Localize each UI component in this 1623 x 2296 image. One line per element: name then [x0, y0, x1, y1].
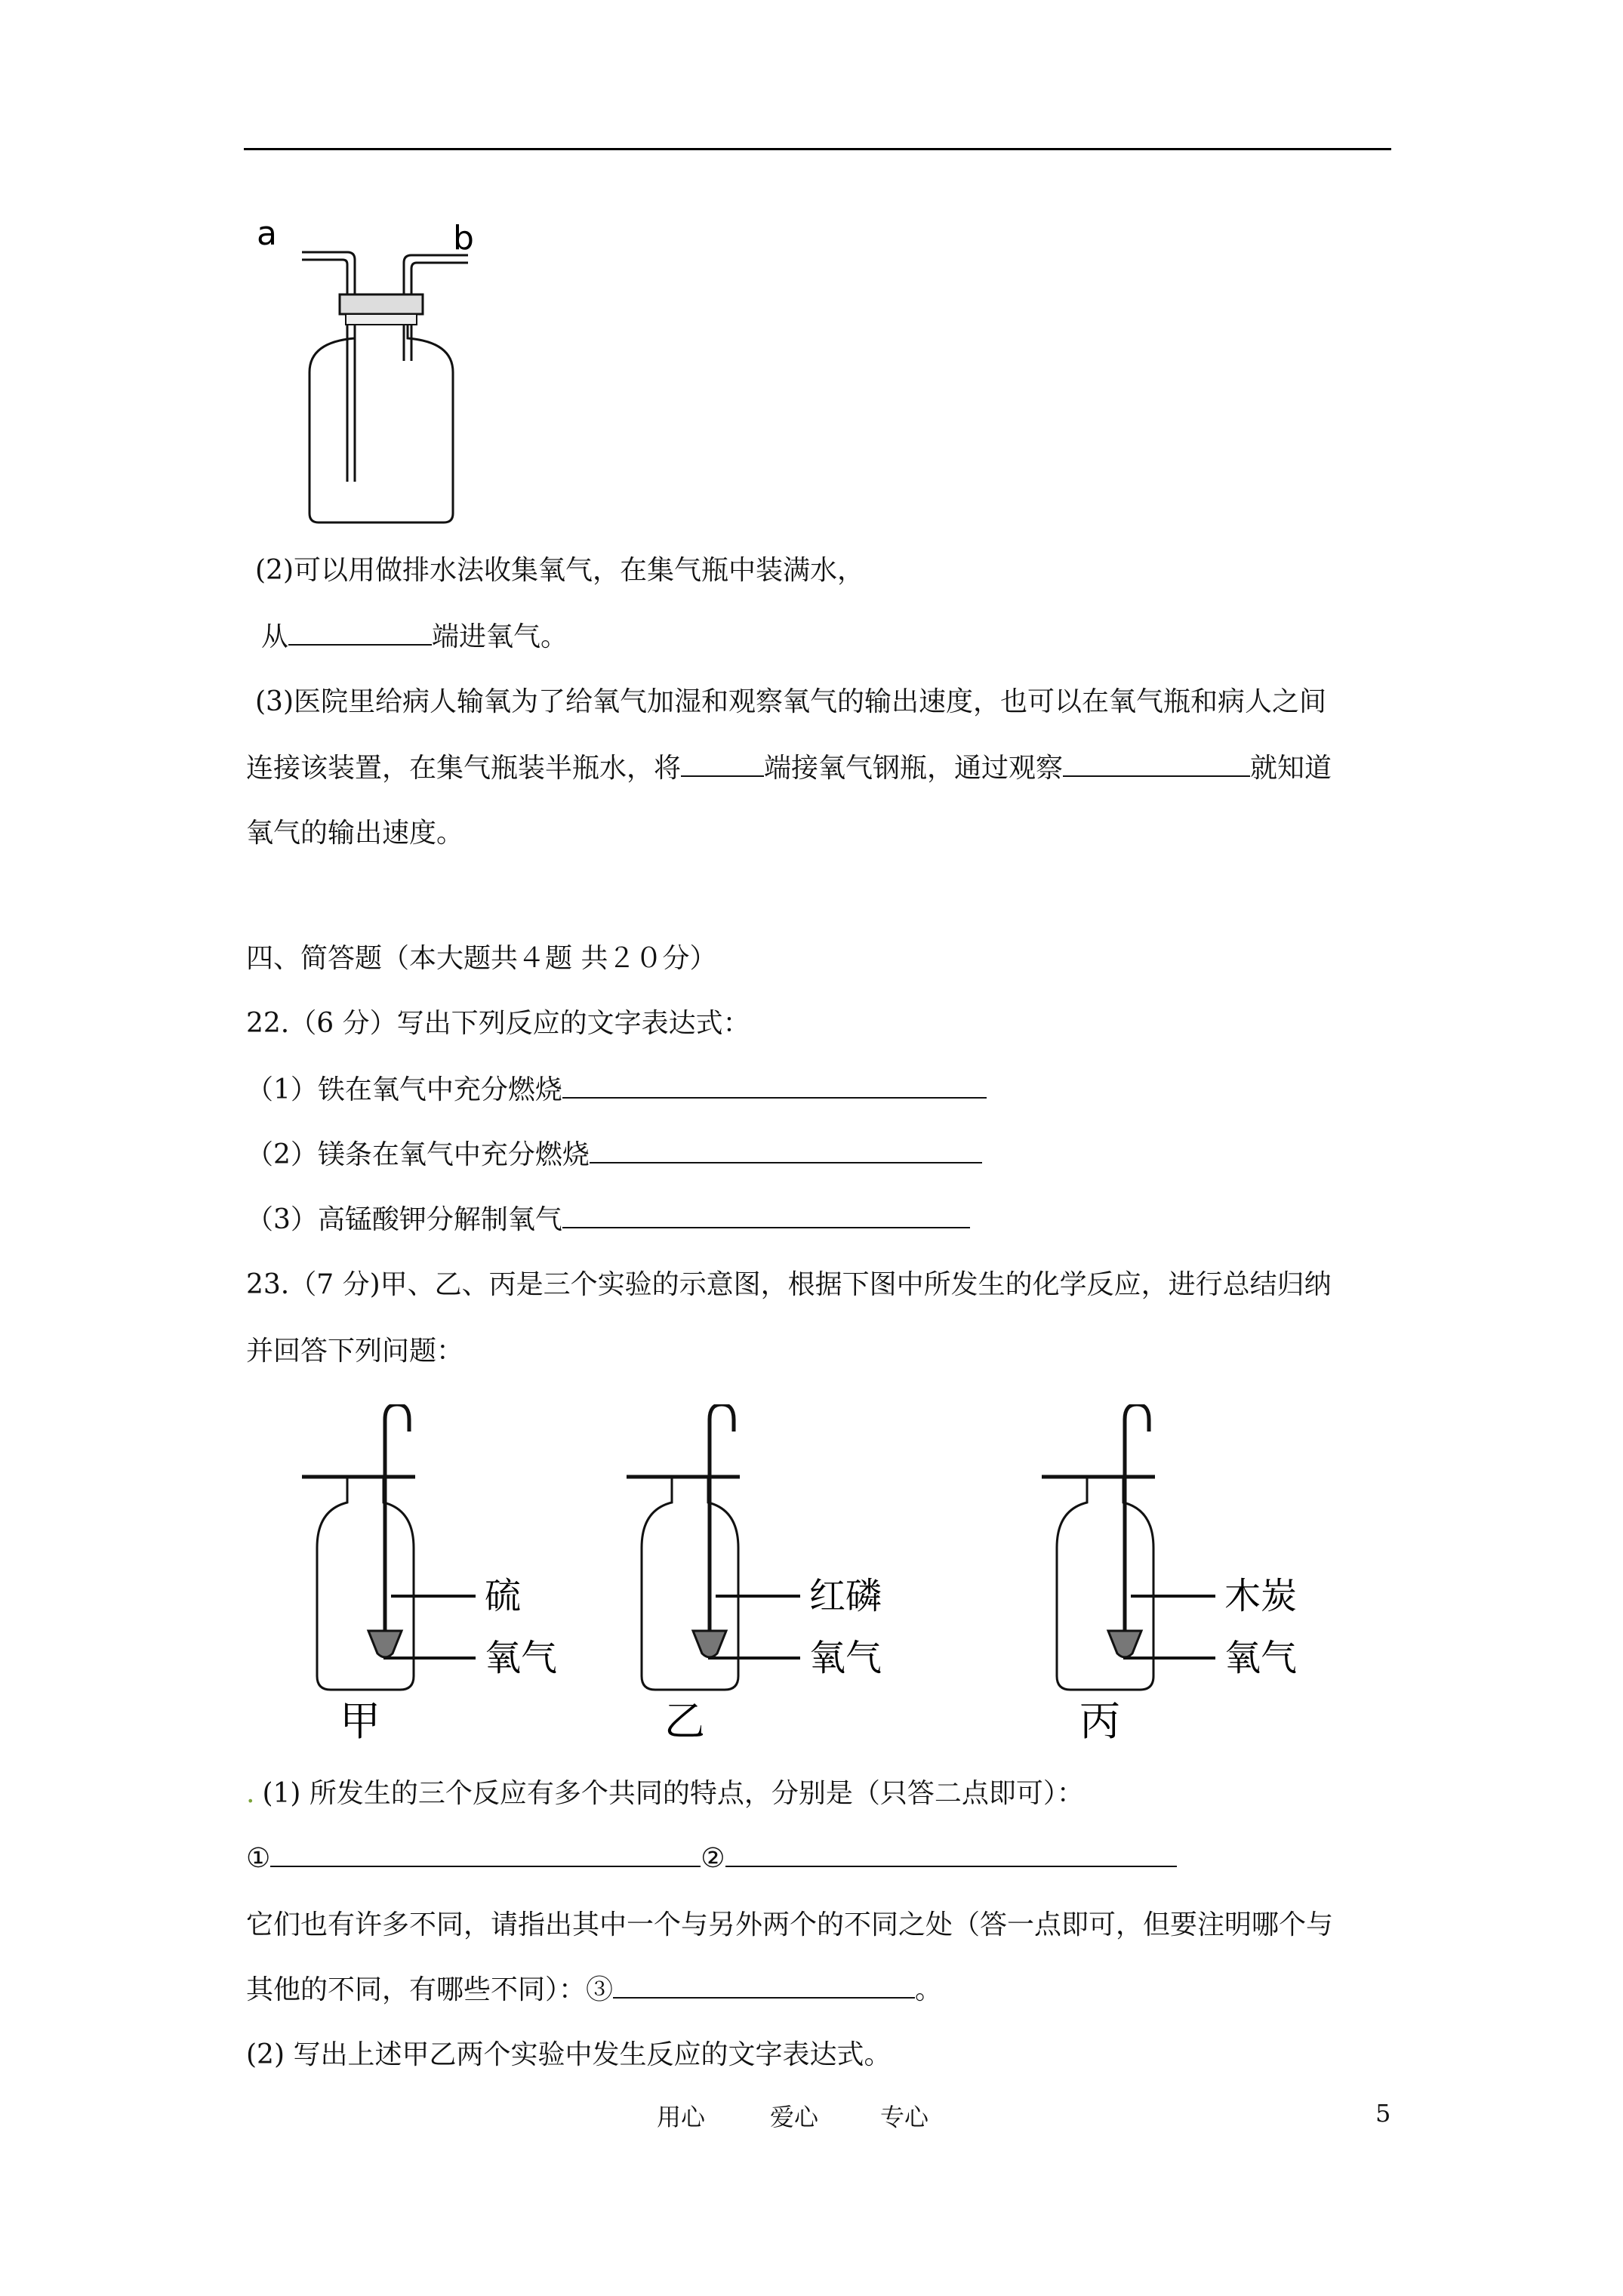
q23-diff-line1: 它们也有许多不同，请指出其中一个与另外两个的不同之处（答一点即可，但要注明哪个与	[246, 1909, 1334, 1940]
answer-blank[interactable]	[562, 1074, 987, 1099]
q21-part3-line2: 连接该装置，在集气瓶装半瓶水，将 端接氧气钢瓶，通过观察 就知道	[246, 753, 1332, 784]
answer-blank[interactable]	[270, 1843, 701, 1867]
experiment-bing	[1042, 1404, 1297, 1745]
q23-stem-line1: 23.（7 分)甲、乙、丙是三个实验的示意图，根据下图中所发生的化学反应，进行总结归纳	[246, 1269, 1332, 1300]
q21-part3-line3: 氧气的输出速度。	[246, 818, 464, 849]
gas-bottle-figure	[249, 210, 513, 542]
q22-item-1: （1）铁在氧气中充分燃烧	[246, 1071, 987, 1110]
section4-title: 四、简答题（本大题共４题 共２０分）	[246, 943, 717, 974]
footer-item: 用心	[657, 2103, 706, 2131]
q21-part2-line2: 从 端进氧气。	[261, 621, 568, 652]
answer-blank[interactable]	[681, 753, 764, 777]
substance-label: 木炭	[1224, 1575, 1298, 1617]
q23-diff-line2: 其他的不同，有哪些不同）：③ 。	[246, 1974, 943, 2005]
answer-blank[interactable]	[288, 621, 432, 646]
answer-blank[interactable]	[725, 1843, 1177, 1867]
q22-item-3: （3）高锰酸钾分解制氧气	[246, 1200, 970, 1240]
gas-label: 氧气	[1224, 1637, 1298, 1679]
experiment-label: 乙	[664, 1697, 705, 1745]
page-number: 5	[1375, 2099, 1391, 2128]
substance-label: 红磷	[809, 1575, 882, 1617]
label-b: b	[453, 219, 474, 257]
q22-stem: 22.（6 分）写出下列反应的文字表达式：	[246, 1008, 750, 1039]
label-a: a	[257, 214, 277, 253]
gas-label: 氧气	[485, 1637, 558, 1679]
footer-item: 爱心	[770, 2103, 819, 2131]
answer-blank[interactable]	[590, 1139, 982, 1163]
experiment-jia	[302, 1404, 557, 1745]
q21-part2-line1: (2)可以用做排水法收集氧气，在集气瓶中装满水，	[255, 555, 864, 586]
gas-label: 氧气	[809, 1637, 882, 1679]
header-rule	[244, 148, 1391, 150]
marker-dot: .	[246, 1778, 255, 1809]
answer-blank[interactable]	[562, 1204, 970, 1228]
q23-answer-line: ① ②	[246, 1839, 1177, 1878]
q23-stem-line2: 并回答下列问题：	[246, 1336, 464, 1367]
q23-part2: (2) 写出上述甲乙两个实验中发生反应的文字表达式。	[246, 2039, 892, 2070]
experiment-label: 丙	[1079, 1697, 1120, 1745]
experiment-label: 甲	[340, 1697, 380, 1745]
combustion-experiments-figure	[294, 1404, 1351, 1759]
q22-item-2: （2）镁条在氧气中充分燃烧	[246, 1136, 982, 1175]
q23-part1: . (1) 所发生的三个反应有多个共同的特点，分别是（只答二点即可）：	[246, 1778, 1084, 1809]
q21-part3-line1: (3)医院里给病人输氧为了给氧气加湿和观察氧气的输出速度，也可以在氧气瓶和病人之间	[255, 686, 1326, 717]
answer-blank[interactable]	[613, 1974, 915, 1999]
footer-item: 专心	[880, 2103, 929, 2131]
substance-label: 硫	[485, 1575, 522, 1617]
experiment-yi	[627, 1404, 882, 1745]
answer-blank[interactable]	[1063, 753, 1250, 777]
